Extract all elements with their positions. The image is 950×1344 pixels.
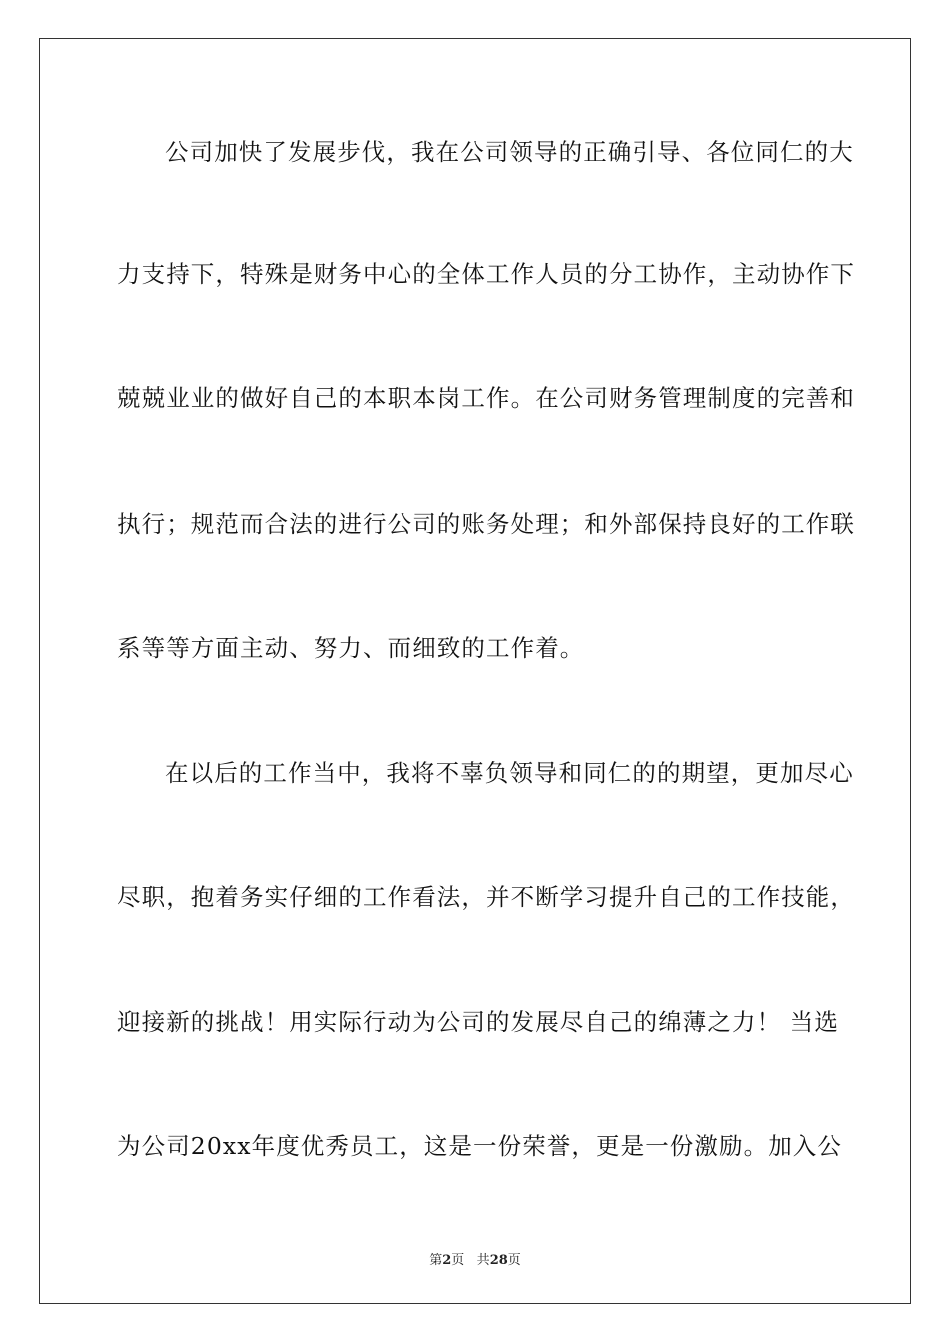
paragraph-2-line-4: 为公司20xx年度优秀员工，这是一份荣誉，更是一份激励。加入公 bbox=[117, 1132, 843, 1160]
page-border bbox=[39, 38, 911, 1304]
footer-page-suffix: 页 bbox=[451, 1253, 465, 1268]
paragraph-2-line-1: 在以后的工作当中，我将不辜负领导和同仁的的期望，更加尽心 bbox=[165, 759, 854, 787]
footer-total-suffix: 页 bbox=[507, 1253, 521, 1268]
footer-total-prefix: 共 bbox=[476, 1253, 490, 1268]
paragraph-1-line-3: 兢兢业业的做好自己的本职本岗工作。在公司财务管理制度的完善和 bbox=[117, 384, 855, 412]
footer-total-pages: 28 bbox=[489, 1253, 508, 1268]
paragraph-1-line-2: 力支持下，特殊是财务中心的全体工作人员的分工协作，主动协作下 bbox=[117, 260, 855, 288]
page-footer bbox=[0, 1249, 950, 1268]
paragraph-1-line-1: 公司加快了发展步伐，我在公司领导的正确引导、各位同仁的大 bbox=[165, 138, 854, 166]
footer-page-number: 2 bbox=[442, 1253, 452, 1268]
footer-page-prefix: 第 bbox=[429, 1253, 443, 1268]
paragraph-1-line-5: 系等等方面主动、努力、而细致的工作着。 bbox=[117, 634, 585, 662]
paragraph-2-line-3: 迎接新的挑战！用实际行动为公司的发展尽自己的绵薄之力！ 当选 bbox=[117, 1008, 839, 1036]
paragraph-1-line-4: 执行；规范而合法的进行公司的账务处理；和外部保持良好的工作联 bbox=[117, 510, 855, 538]
paragraph-2-line-2: 尽职，抱着务实仔细的工作看法，并不断学习提升自己的工作技能， bbox=[117, 883, 855, 911]
